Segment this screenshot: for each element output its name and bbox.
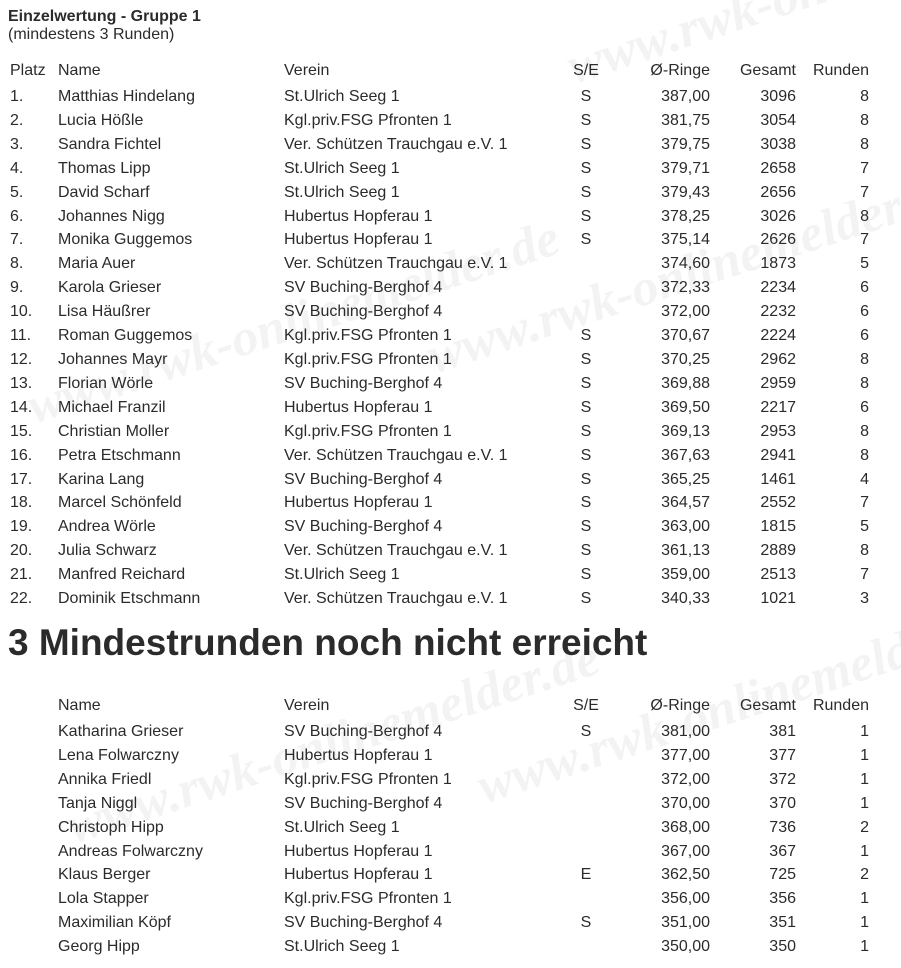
verein-cell: SV Buching-Berghof 4 xyxy=(284,374,443,392)
platz-cell xyxy=(0,840,58,864)
pending-table-row xyxy=(0,768,885,792)
se-cell xyxy=(542,816,630,840)
name-cell: Julia Schwarz xyxy=(58,542,157,560)
pending-header-row xyxy=(0,692,885,720)
total-cell: 351 xyxy=(769,914,796,932)
verein-cell: Ver. Schützen Trauchgau e.V. 1 xyxy=(284,255,508,273)
rounds-cell: 7 xyxy=(860,159,869,177)
ranking-header-row xyxy=(0,57,885,85)
total-cell: 2232 xyxy=(760,303,796,321)
ranking-table xyxy=(0,57,885,611)
pending-table-row xyxy=(0,935,885,959)
total-cell: 2889 xyxy=(760,542,796,560)
platz-cell xyxy=(0,744,58,768)
name-cell: Thomas Lipp xyxy=(58,159,151,177)
avg-cell: 381,75 xyxy=(661,111,710,129)
rounds-cell: 1 xyxy=(860,770,869,788)
table-row xyxy=(0,181,885,205)
total-cell: 2234 xyxy=(760,279,796,297)
col-total-header: Gesamt xyxy=(739,62,796,79)
se-cell: S xyxy=(580,350,592,368)
name-cell: Lisa Häußrer xyxy=(58,303,151,321)
table-row xyxy=(0,205,885,229)
avg-cell: 369,13 xyxy=(661,422,710,440)
table-row xyxy=(0,444,885,468)
table-row xyxy=(0,491,885,515)
platz-cell xyxy=(0,768,58,792)
avg-cell: 375,14 xyxy=(661,231,710,249)
platz-cell: 12. xyxy=(10,350,33,368)
pending-col-total-header: Gesamt xyxy=(739,697,796,714)
se-cell xyxy=(542,768,630,792)
rounds-cell: 8 xyxy=(860,88,869,105)
verein-cell: St.Ulrich Seeg 1 xyxy=(284,183,400,201)
platz-cell: 2. xyxy=(10,111,24,129)
name-cell: Florian Wörle xyxy=(58,374,154,392)
se-cell: S xyxy=(580,159,592,177)
avg-cell: 363,00 xyxy=(661,518,710,536)
total-cell: 3038 xyxy=(760,135,796,153)
platz-cell: 19. xyxy=(10,518,33,536)
se-cell xyxy=(542,300,630,324)
name-cell: Sandra Fichtel xyxy=(58,135,162,153)
rounds-cell: 6 xyxy=(860,303,869,321)
name-cell: Maximilian Köpf xyxy=(58,914,171,932)
rounds-cell: 8 xyxy=(860,111,869,129)
name-cell: Karina Lang xyxy=(58,470,145,488)
page-header xyxy=(8,8,201,44)
platz-cell: 11. xyxy=(10,327,32,345)
col-verein-header: Verein xyxy=(284,62,330,79)
se-cell xyxy=(542,935,630,959)
rounds-cell: 1 xyxy=(860,746,869,764)
platz-cell: 4. xyxy=(10,159,24,177)
table-row xyxy=(0,85,885,109)
se-cell: S xyxy=(580,470,592,488)
name-cell: Christian Moller xyxy=(58,422,170,440)
verein-cell: Hubertus Hopferau 1 xyxy=(284,494,433,512)
pending-col-rounds-header: Runden xyxy=(812,697,869,714)
platz-cell xyxy=(0,720,58,744)
avg-cell: 370,67 xyxy=(661,327,710,345)
se-cell xyxy=(542,276,630,300)
name-cell: Roman Guggemos xyxy=(58,327,193,345)
avg-cell: 359,00 xyxy=(661,566,710,584)
avg-cell: 365,25 xyxy=(661,470,710,488)
se-cell xyxy=(542,744,630,768)
rounds-cell: 6 xyxy=(860,327,869,345)
total-cell: 2656 xyxy=(760,183,796,201)
verein-cell: Hubertus Hopferau 1 xyxy=(284,231,433,249)
platz-cell: 8. xyxy=(10,255,24,273)
total-cell: 2626 xyxy=(760,231,796,249)
table-row xyxy=(0,133,885,157)
avg-cell: 372,00 xyxy=(661,303,710,321)
name-cell: Maria Auer xyxy=(58,255,136,273)
verein-cell: Hubertus Hopferau 1 xyxy=(284,746,433,764)
table-row xyxy=(0,396,885,420)
pending-col-platz-header xyxy=(0,692,58,720)
avg-cell: 379,71 xyxy=(661,159,710,177)
name-cell: Dominik Etschmann xyxy=(58,590,201,608)
table-row xyxy=(0,157,885,181)
verein-cell: Hubertus Hopferau 1 xyxy=(284,398,433,416)
rounds-cell: 2 xyxy=(860,866,869,884)
table-row xyxy=(0,563,885,587)
avg-cell: 381,00 xyxy=(661,723,710,740)
rounds-cell: 8 xyxy=(860,446,869,464)
pending-table-row xyxy=(0,792,885,816)
se-cell: S xyxy=(580,590,592,608)
avg-cell: 379,43 xyxy=(661,183,710,201)
table-row xyxy=(0,348,885,372)
pending-col-se-header: S/E xyxy=(573,697,599,714)
ranking-body xyxy=(0,85,885,611)
rounds-cell: 6 xyxy=(860,398,869,416)
pending-body xyxy=(0,720,885,959)
table-row xyxy=(0,420,885,444)
name-cell: Karola Grieser xyxy=(58,279,162,297)
total-cell: 2217 xyxy=(760,398,796,416)
total-cell: 367 xyxy=(769,842,796,860)
total-cell: 2552 xyxy=(760,494,796,512)
avg-cell: 379,75 xyxy=(661,135,710,153)
verein-cell: St.Ulrich Seeg 1 xyxy=(284,818,400,836)
verein-cell: SV Buching-Berghof 4 xyxy=(284,518,443,536)
table-row xyxy=(0,539,885,563)
se-cell: S xyxy=(580,88,592,105)
platz-cell: 18. xyxy=(10,494,33,512)
verein-cell: Hubertus Hopferau 1 xyxy=(284,207,433,225)
se-cell xyxy=(542,792,630,816)
table-row xyxy=(0,228,885,252)
table-row xyxy=(0,587,885,611)
name-cell: Johannes Mayr xyxy=(58,350,168,368)
se-cell xyxy=(542,252,630,276)
avg-cell: 367,00 xyxy=(661,842,710,860)
avg-cell: 361,13 xyxy=(661,542,710,560)
platz-cell: 20. xyxy=(10,542,33,560)
verein-cell: SV Buching-Berghof 4 xyxy=(284,470,443,488)
total-cell: 2962 xyxy=(760,350,796,368)
avg-cell: 350,00 xyxy=(661,938,710,956)
platz-cell: 13. xyxy=(10,374,33,392)
name-cell: Marcel Schönfeld xyxy=(58,494,182,512)
se-cell: S xyxy=(580,135,592,153)
platz-cell xyxy=(0,792,58,816)
platz-cell: 10. xyxy=(10,303,33,321)
verein-cell: Ver. Schützen Trauchgau e.V. 1 xyxy=(284,542,508,560)
avg-cell: 369,50 xyxy=(661,398,710,416)
name-cell: Christoph Hipp xyxy=(58,818,164,836)
total-cell: 1021 xyxy=(760,590,796,608)
total-cell: 2224 xyxy=(760,327,796,345)
col-rounds-header: Runden xyxy=(812,62,869,79)
pending-table-row xyxy=(0,816,885,840)
platz-cell: 17. xyxy=(10,470,33,488)
platz-cell: 15. xyxy=(10,422,33,440)
name-cell: Katharina Grieser xyxy=(58,723,184,740)
pending-table-row xyxy=(0,863,885,887)
name-cell: Matthias Hindelang xyxy=(58,88,195,105)
col-avg-header: Ø-Ringe xyxy=(650,62,710,79)
se-cell: S xyxy=(580,374,592,392)
pending-table-row xyxy=(0,744,885,768)
se-cell xyxy=(542,887,630,911)
total-cell: 3026 xyxy=(760,207,796,225)
pending-table-row xyxy=(0,840,885,864)
table-row xyxy=(0,468,885,492)
se-cell: S xyxy=(580,914,592,932)
name-cell: Andreas Folwarczny xyxy=(58,842,203,860)
rounds-cell: 8 xyxy=(860,207,869,225)
pending-table xyxy=(0,692,885,959)
se-cell: S xyxy=(580,327,592,345)
avg-cell: 387,00 xyxy=(661,88,710,105)
rounds-cell: 7 xyxy=(860,566,869,584)
platz-cell: 16. xyxy=(10,446,33,464)
verein-cell: St.Ulrich Seeg 1 xyxy=(284,159,400,177)
total-cell: 2941 xyxy=(760,446,796,464)
avg-cell: 377,00 xyxy=(661,746,710,764)
verein-cell: St.Ulrich Seeg 1 xyxy=(284,566,400,584)
rounds-cell: 1 xyxy=(860,890,869,908)
name-cell: Andrea Wörle xyxy=(58,518,156,536)
rounds-cell: 8 xyxy=(860,542,869,560)
total-cell: 2513 xyxy=(760,566,796,584)
se-cell: S xyxy=(580,723,592,740)
name-cell: Klaus Berger xyxy=(58,866,151,884)
se-cell: S xyxy=(580,111,592,129)
verein-cell: Ver. Schützen Trauchgau e.V. 1 xyxy=(284,446,508,464)
rounds-cell: 1 xyxy=(860,938,869,956)
pending-col-name-header: Name xyxy=(58,697,101,714)
platz-cell: 7. xyxy=(10,231,24,249)
name-cell: Michael Franzil xyxy=(58,398,166,416)
verein-cell: Kgl.priv.FSG Pfronten 1 xyxy=(284,422,452,440)
platz-cell xyxy=(0,911,58,935)
avg-cell: 372,33 xyxy=(661,279,710,297)
col-platz-header: Platz xyxy=(10,62,46,79)
pending-table-row xyxy=(0,887,885,911)
total-cell: 2953 xyxy=(760,422,796,440)
verein-cell: St.Ulrich Seeg 1 xyxy=(284,88,400,105)
total-cell: 1461 xyxy=(760,470,796,488)
platz-cell: 1. xyxy=(10,88,24,105)
avg-cell: 372,00 xyxy=(661,770,710,788)
name-cell: Petra Etschmann xyxy=(58,446,181,464)
se-cell: S xyxy=(580,518,592,536)
name-cell: Lucia Hößle xyxy=(58,111,144,129)
rounds-cell: 4 xyxy=(860,470,869,488)
avg-cell: 356,00 xyxy=(661,890,710,908)
rounds-cell: 8 xyxy=(860,350,869,368)
table-row xyxy=(0,515,885,539)
total-cell: 372 xyxy=(769,770,796,788)
total-cell: 1873 xyxy=(760,255,796,273)
avg-cell: 362,50 xyxy=(661,866,710,884)
rounds-cell: 8 xyxy=(860,374,869,392)
verein-cell: Kgl.priv.FSG Pfronten 1 xyxy=(284,350,452,368)
total-cell: 3054 xyxy=(760,111,796,129)
platz-cell xyxy=(0,887,58,911)
se-cell: S xyxy=(580,398,592,416)
platz-cell: 5. xyxy=(10,183,24,201)
table-row xyxy=(0,300,885,324)
pending-col-avg-header: Ø-Ringe xyxy=(650,697,710,714)
total-cell: 2959 xyxy=(760,374,796,392)
platz-cell: 3. xyxy=(10,135,24,153)
avg-cell: 351,00 xyxy=(661,914,710,932)
verein-cell: Kgl.priv.FSG Pfronten 1 xyxy=(284,111,452,129)
se-cell: E xyxy=(580,866,592,884)
total-cell: 356 xyxy=(769,890,796,908)
verein-cell: Hubertus Hopferau 1 xyxy=(284,842,433,860)
verein-cell: Hubertus Hopferau 1 xyxy=(284,866,433,884)
page-subtitle: (mindestens 3 Runden) xyxy=(8,26,175,43)
total-cell: 350 xyxy=(769,938,796,956)
rounds-cell: 7 xyxy=(860,183,869,201)
name-cell: Monika Guggemos xyxy=(58,231,193,249)
verein-cell: SV Buching-Berghof 4 xyxy=(284,914,443,932)
table-row xyxy=(0,252,885,276)
avg-cell: 364,57 xyxy=(661,494,710,512)
rounds-cell: 3 xyxy=(860,590,869,608)
pending-heading: 3 Mindestrunden noch nicht erreicht xyxy=(8,622,648,663)
avg-cell: 370,00 xyxy=(661,794,710,812)
name-cell: Georg Hipp xyxy=(58,938,140,956)
platz-cell xyxy=(0,816,58,840)
pending-table-row xyxy=(0,911,885,935)
rounds-cell: 7 xyxy=(860,494,869,512)
verein-cell: SV Buching-Berghof 4 xyxy=(284,723,443,740)
avg-cell: 374,60 xyxy=(661,255,710,273)
pending-col-verein-header: Verein xyxy=(284,697,330,714)
verein-cell: SV Buching-Berghof 4 xyxy=(284,279,443,297)
pending-table-row xyxy=(0,720,885,744)
page-title: Einzelwertung - Gruppe 1 xyxy=(8,8,201,25)
verein-cell: Ver. Schützen Trauchgau e.V. 1 xyxy=(284,135,508,153)
rounds-cell: 1 xyxy=(860,723,869,740)
verein-cell: SV Buching-Berghof 4 xyxy=(284,794,443,812)
platz-cell: 6. xyxy=(10,207,24,225)
table-row xyxy=(0,372,885,396)
table-row xyxy=(0,109,885,133)
verein-cell: Kgl.priv.FSG Pfronten 1 xyxy=(284,890,452,908)
total-cell: 1815 xyxy=(760,518,796,536)
se-cell: S xyxy=(580,542,592,560)
col-se-header: S/E xyxy=(573,62,599,79)
platz-cell: 21. xyxy=(10,566,33,584)
rounds-cell: 8 xyxy=(860,135,869,153)
avg-cell: 378,25 xyxy=(661,207,710,225)
total-cell: 370 xyxy=(769,794,796,812)
name-cell: Johannes Nigg xyxy=(58,207,165,225)
total-cell: 381 xyxy=(769,723,796,740)
avg-cell: 368,00 xyxy=(661,818,710,836)
se-cell: S xyxy=(580,446,592,464)
verein-cell: SV Buching-Berghof 4 xyxy=(284,303,443,321)
platz-cell: 14. xyxy=(10,398,33,416)
rounds-cell: 8 xyxy=(860,422,869,440)
table-row xyxy=(0,324,885,348)
avg-cell: 340,33 xyxy=(661,590,710,608)
name-cell: Lena Folwarczny xyxy=(58,746,179,764)
se-cell: S xyxy=(580,231,592,249)
se-cell: S xyxy=(580,183,592,201)
se-cell: S xyxy=(580,207,592,225)
platz-cell: 22. xyxy=(10,590,33,608)
se-cell: S xyxy=(580,422,592,440)
verein-cell: Kgl.priv.FSG Pfronten 1 xyxy=(284,770,452,788)
rounds-cell: 1 xyxy=(860,914,869,932)
table-row xyxy=(0,276,885,300)
avg-cell: 370,25 xyxy=(661,350,710,368)
avg-cell: 367,63 xyxy=(661,446,710,464)
avg-cell: 369,88 xyxy=(661,374,710,392)
total-cell: 377 xyxy=(769,746,796,764)
total-cell: 725 xyxy=(769,866,796,884)
verein-cell: Kgl.priv.FSG Pfronten 1 xyxy=(284,327,452,345)
rounds-cell: 2 xyxy=(860,818,869,836)
verein-cell: Ver. Schützen Trauchgau e.V. 1 xyxy=(284,590,508,608)
rounds-cell: 7 xyxy=(860,231,869,249)
rounds-cell: 5 xyxy=(860,255,869,273)
platz-cell: 9. xyxy=(10,279,24,297)
name-cell: Annika Friedl xyxy=(58,770,152,788)
name-cell: Manfred Reichard xyxy=(58,566,186,584)
se-cell: S xyxy=(580,566,592,584)
name-cell: Lola Stapper xyxy=(58,890,149,908)
se-cell: S xyxy=(580,494,592,512)
se-cell xyxy=(542,840,630,864)
name-cell: Tanja Niggl xyxy=(58,794,138,812)
total-cell: 3096 xyxy=(760,88,796,105)
rounds-cell: 5 xyxy=(860,518,869,536)
platz-cell xyxy=(0,863,58,887)
total-cell: 2658 xyxy=(760,159,796,177)
rounds-cell: 6 xyxy=(860,279,869,297)
total-cell: 736 xyxy=(769,818,796,836)
col-name-header: Name xyxy=(58,62,101,79)
rounds-cell: 1 xyxy=(860,842,869,860)
platz-cell xyxy=(0,935,58,959)
verein-cell: St.Ulrich Seeg 1 xyxy=(284,938,400,956)
rounds-cell: 1 xyxy=(860,794,869,812)
name-cell: David Scharf xyxy=(58,183,150,201)
